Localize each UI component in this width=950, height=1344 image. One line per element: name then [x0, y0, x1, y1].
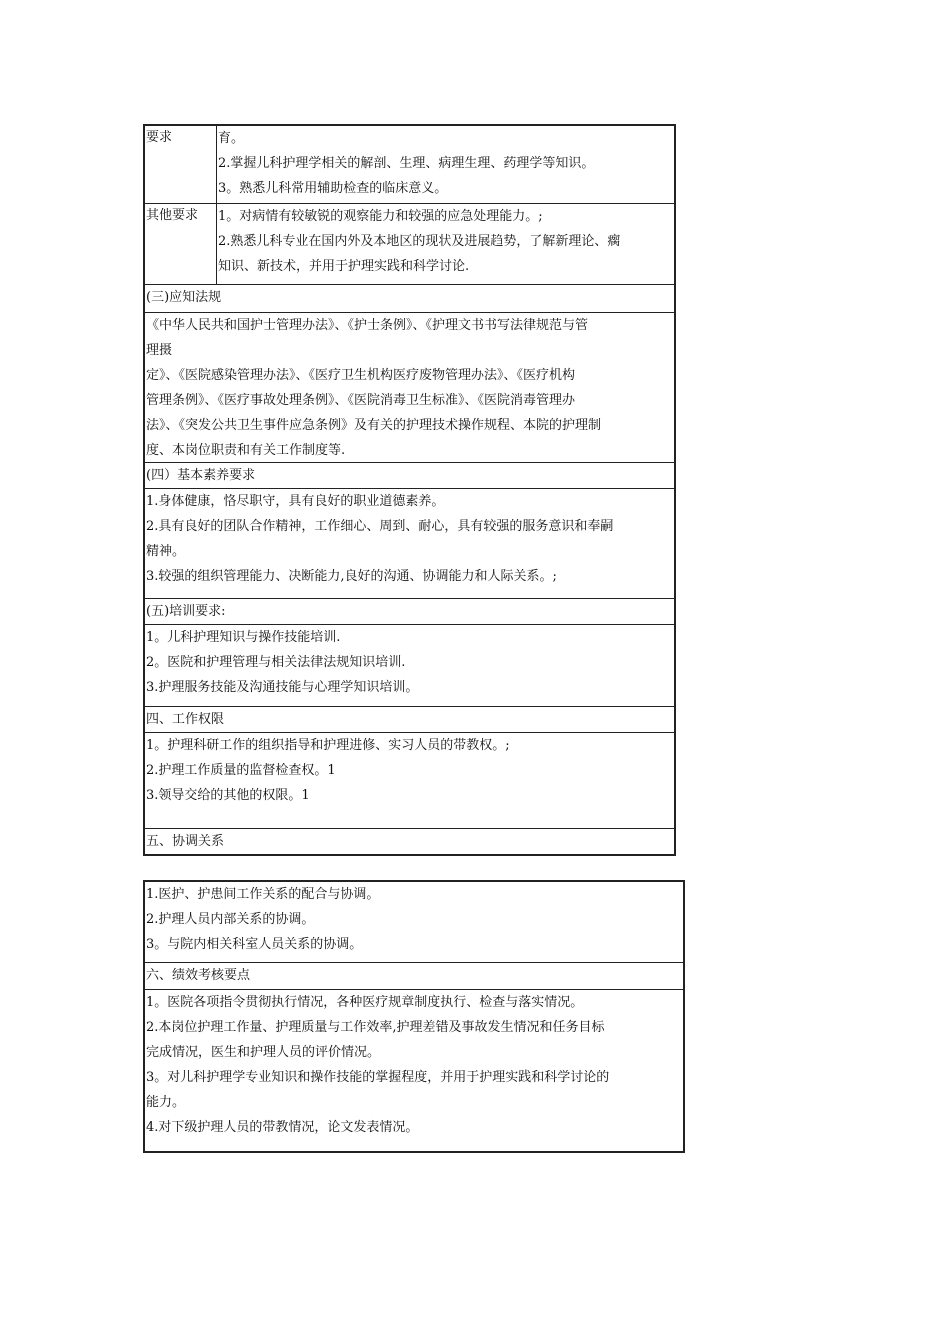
quality-line: 1.身体健康，恪尽职守，具有良好的职业道德素养。 [146, 494, 445, 509]
other-requirements-row [145, 203, 674, 284]
performance-line: 4.对下级护理人员的带教情况，论文发表情况。 [146, 1120, 419, 1135]
authority-heading: 四、工作权限 [145, 706, 674, 732]
laws-heading: (三)应知法规 [145, 284, 674, 312]
training-content [145, 624, 674, 706]
coordination-heading: 五、协调关系 [145, 828, 674, 854]
performance-line: 1。医院各项指令贯彻执行情况，各种医疗规章制度执行、检查与落实情况。 [146, 995, 584, 1010]
performance-line: 3。对儿科护理学专业知识和操作技能的掌握程度，并用于护理实践和科学讨论的 [146, 1070, 610, 1085]
job-description-table-1 [143, 124, 676, 856]
performance-heading: 六、绩效考核要点 [145, 962, 683, 989]
laws-line: 法》、《突发公共卫生事件应急条例》及有关的护理技术操作规程、本院的护理制 [146, 418, 602, 433]
training-line: 3.护理服务技能及沟通技能与心理学知识培训。 [146, 680, 419, 695]
laws-content [145, 312, 674, 462]
quality-content [145, 488, 674, 598]
laws-line: 管理条例》、《医疗事故处理条例》、《医院消毒卫生标准》、《医院消毒管理办 [146, 393, 576, 408]
requirements-line: 2.掌握儿科护理学相关的解剖、生理、病理生理、药理学等知识。 [218, 156, 595, 171]
authority-content [145, 732, 674, 828]
other-requirements-line: 2.熟悉儿科专业在国内外及本地区的现状及进展趋势，了解新理论、瘸 [218, 234, 621, 249]
authority-line: 1。护理科研工作的组织指导和护理进修、实习人员的带教权。; [146, 738, 510, 753]
laws-line: 《中华人民共和国护士管理办法》、《护士条例》、《护理文书书写法律规范与管 [146, 318, 589, 333]
laws-line: 度、本岗位职责和有关工作制度等. [146, 443, 346, 458]
requirements-row [145, 126, 674, 203]
coordination-line: 3。与院内相关科室人员关系的协调。 [146, 937, 363, 952]
performance-content [145, 989, 683, 1151]
coordination-line: 2.护理人员内部关系的协调。 [146, 912, 315, 927]
laws-line: 理摄 [146, 343, 173, 358]
performance-line: 2.本岗位护理工作量、护理质量与工作效率,护理差错及事故发生情况和任务目标 [146, 1020, 605, 1035]
laws-line: 定》、《医院感染管理办法》、《医疗卫生机构医疗废物管理办法》、《医疗机构 [146, 368, 576, 383]
other-requirements-line: 1。对病情有较敏锐的观察能力和较强的应急处理能力。; [218, 209, 543, 224]
other-requirements-label: 其他要求 [145, 204, 217, 284]
requirements-line: 3。熟悉儿科常用辅助检查的临床意义。 [218, 181, 448, 196]
requirements-label: 要求 [145, 126, 217, 203]
other-requirements-line: 知识、新技术，并用于护理实践和科学讨论. [218, 259, 470, 274]
authority-line: 3.领导交给的其他的权限。1 [146, 788, 310, 803]
requirements-line: 育。 [218, 131, 245, 146]
requirements-content [217, 126, 674, 203]
quality-line: 2.具有良好的团队合作精神，工作细心、周到、耐心，具有较强的服务意识和奉嗣 [146, 519, 614, 534]
other-requirements-content [217, 204, 674, 284]
performance-line: 能力。 [146, 1095, 186, 1110]
coordination-content [145, 882, 683, 962]
performance-line: 完成情况，医生和护理人员的评价情况。 [146, 1045, 381, 1060]
job-description-table-2 [143, 880, 685, 1153]
training-heading: (五)培训要求: [145, 598, 674, 624]
quality-line: 精神。 [146, 544, 186, 559]
coordination-line: 1.医护、护患间工作关系的配合与协调。 [146, 887, 380, 902]
training-line: 2。医院和护理管理与相关法律法规知识培训. [146, 655, 406, 670]
authority-line: 2.护理工作质量的监督检查权。1 [146, 763, 336, 778]
training-line: 1。儿科护理知识与操作技能培训. [146, 630, 341, 645]
quality-heading: (四）基本素养要求 [145, 462, 674, 488]
quality-line: 3.较强的组织管理能力、决断能力,良好的沟通、协调能力和人际关系。; [146, 569, 557, 584]
